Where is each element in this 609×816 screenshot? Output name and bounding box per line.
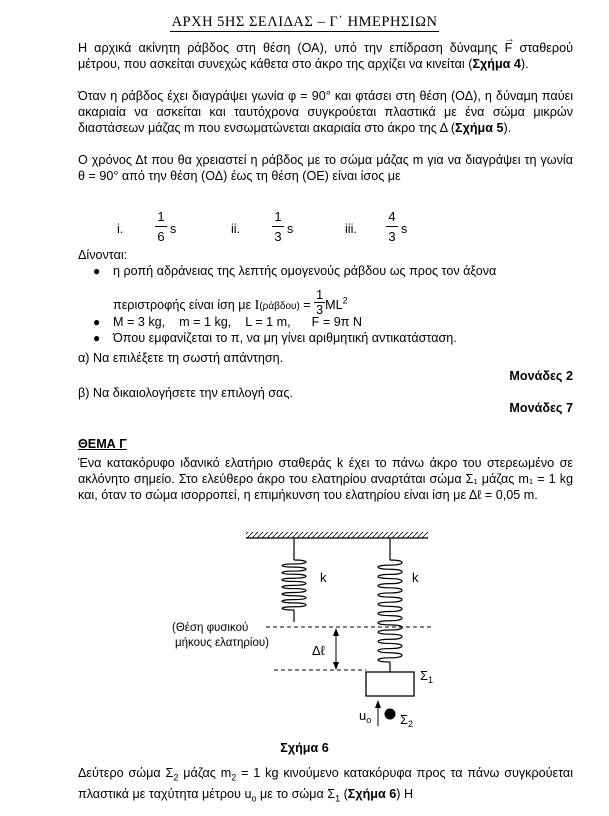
equals: = — [299, 297, 315, 312]
theme-heading: ΘΕΜΑ Γ — [78, 437, 127, 451]
question-a: α) Να επιλέξετε τη σωστή απάντηση. — [78, 351, 284, 365]
force-symbol: F — [504, 41, 513, 55]
body-sigma-2-label: $\Sigma_2$ — [400, 712, 414, 729]
text: που θα χρειαστεί η ράβδος με το σώμα μάζας m για να διαγράψει τη γωνία θ = 90° από την θέση (ΟΔ) έως τη θέση (ΟΕ) είναι ίσος με — [78, 153, 574, 183]
inertia-subscript: (ράβδου) — [259, 300, 300, 312]
theme-paragraph — [78, 455, 573, 503]
delta-l-arrowhead-top — [333, 628, 339, 636]
text: ). — [503, 121, 512, 135]
subscript: 1 — [335, 793, 341, 804]
natural-length-label-1: (Θέση φυσικού — [172, 622, 249, 634]
question-b: β) Να δικαιολογήσετε την επιλογή σας. — [78, 386, 293, 400]
numerator: 1 — [157, 209, 165, 224]
figure-6 — [0, 530, 609, 740]
marks-a: Μονάδες 2 — [509, 369, 573, 383]
denominator: 3 — [274, 229, 282, 244]
fraction-bar — [272, 226, 284, 227]
unit: s — [401, 222, 408, 236]
exponent: 2 — [342, 295, 348, 306]
option-fraction — [272, 209, 284, 244]
last-paragraph — [78, 765, 573, 806]
text: ( — [340, 786, 348, 801]
body-sigma-1 — [366, 672, 414, 696]
option-label: i. — [117, 222, 124, 236]
paragraph-2 — [78, 88, 573, 136]
paragraph-1 — [78, 34, 573, 72]
marks-b: Μονάδες 7 — [509, 401, 573, 415]
numerator: 1 — [274, 209, 282, 224]
bullet-icon: ● — [93, 264, 101, 278]
fraction-bar — [155, 226, 167, 227]
body-sigma-2 — [385, 709, 396, 720]
denominator: 3 — [388, 229, 396, 244]
text: σταθερού μέτρου, που ασκείται συνεχώς κάθετα στο άκρο της αρχίζει να κινείται ( — [78, 41, 573, 71]
delta-l-label: Δℓ — [312, 643, 325, 658]
paragraph-3 — [78, 152, 573, 184]
subscript: o — [251, 793, 257, 804]
vector-arrow-icon: → — [504, 34, 515, 45]
bullet-text: Όπου εμφανίζεται το π, να μη γίνει αριθμητική αντικατάσταση. — [113, 331, 457, 345]
option-label: ii. — [231, 222, 241, 236]
unit: s — [287, 222, 294, 236]
force-vector — [504, 34, 515, 55]
unit: s — [170, 222, 177, 236]
text: Δεύτερο σώμα Σ — [78, 766, 174, 780]
text: Ο χρόνος — [78, 153, 136, 167]
option-label: iii. — [345, 222, 357, 236]
text: με το σώμα Σ — [256, 786, 336, 801]
text: ML — [325, 297, 343, 312]
page-header — [0, 14, 609, 31]
text: μάζας m — [178, 766, 232, 780]
velocity-arrowhead — [375, 700, 381, 708]
spring-left — [282, 538, 306, 622]
option-fraction — [155, 209, 167, 244]
bullet-text: M = 3 kg, m = 1 kg, L = 1 m, F = 9π N — [113, 315, 362, 329]
natural-length-label-2: μήκους ελατηρίου) — [175, 637, 269, 649]
figure-ref: Σχήμα 5 — [455, 121, 504, 135]
spring-constant-left: k — [320, 570, 327, 585]
bullet-icon: ● — [93, 331, 101, 345]
figure-ref: Σχήμα 6 — [347, 786, 397, 801]
subscript: 2 — [231, 772, 237, 783]
text: Η αρχικά ακίνητη ράβδος στη θέση (ΟΑ), υπό την επίδραση δύναμης — [78, 41, 505, 55]
text: Όταν η ράβδος έχει διαγράψει γωνία φ = 90° και φτάσει στη θέση (ΟΔ), η δύναμη παύει ακαριαία να ασκείται και ταυτόχρονα συγκρούεται πλαστικά με ένα σώμα μικρών διαστάσεων μάζας m που ενσωματώνεται ακαριαία στο άκρο της Δ ( — [78, 89, 573, 135]
bullet-icon: ● — [93, 315, 101, 329]
text: = 1 kg κινούμενο κατακόρυφα προς τα πάνω συγκρούεται πλαστικά με ταχύτητα μέτρου u — [78, 766, 573, 801]
inertia-fraction — [314, 288, 325, 317]
bullet-text: η ροπή αδράνειας της λεπτής ομογενούς ράβδου ως προς τον άξονα — [113, 264, 497, 278]
spring-right — [378, 538, 402, 672]
fraction-bar — [386, 226, 398, 227]
page-header-text: ΑΡΧΗ 5ΗΣ ΣΕΛΙΔΑΣ – Γ΄ ΗΜΕΡΗΣΙΩΝ — [171, 14, 438, 30]
numerator: 4 — [388, 209, 396, 224]
text: περιστροφής είναι ίση με — [113, 297, 255, 312]
denominator: 3 — [316, 303, 324, 317]
option-fraction — [386, 209, 398, 244]
numerator: 1 — [316, 288, 324, 302]
denominator: 6 — [157, 229, 165, 244]
delta-t: Δt — [135, 153, 148, 167]
text: ) Η — [396, 786, 414, 801]
velocity-label: $u_o$ — [359, 708, 372, 725]
figure-ref: Σχήμα 4 — [472, 57, 521, 71]
delta-l-arrowhead-bottom — [333, 662, 339, 670]
figure-caption: Σχήμα 6 — [280, 741, 329, 755]
subscript: 2 — [173, 772, 179, 783]
inertia-symbol: I — [254, 297, 260, 313]
text: ). — [520, 57, 529, 71]
ceiling-hatch — [246, 532, 428, 538]
body-sigma-1-label: $\Sigma_1$ — [420, 668, 434, 685]
text: Ένα κατακόρυφο ιδανικό ελατήριο σταθεράς k έχει το πάνω άκρο του στερεωμένο σε ακλόνητο σημείο. Στο ελεύθερο άκρο του ελατηρίου αναρτάται σώμα Σ₁ μάζας m₁ = 1 kg και, όταν το σώμα ισορροπεί, η επιμήκυνση του ελατηρίου είναι ίση με Δℓ = 0,05 m. — [78, 456, 573, 502]
given-label: Δίνονται: — [78, 248, 128, 262]
spring-constant-right: k — [412, 570, 419, 585]
